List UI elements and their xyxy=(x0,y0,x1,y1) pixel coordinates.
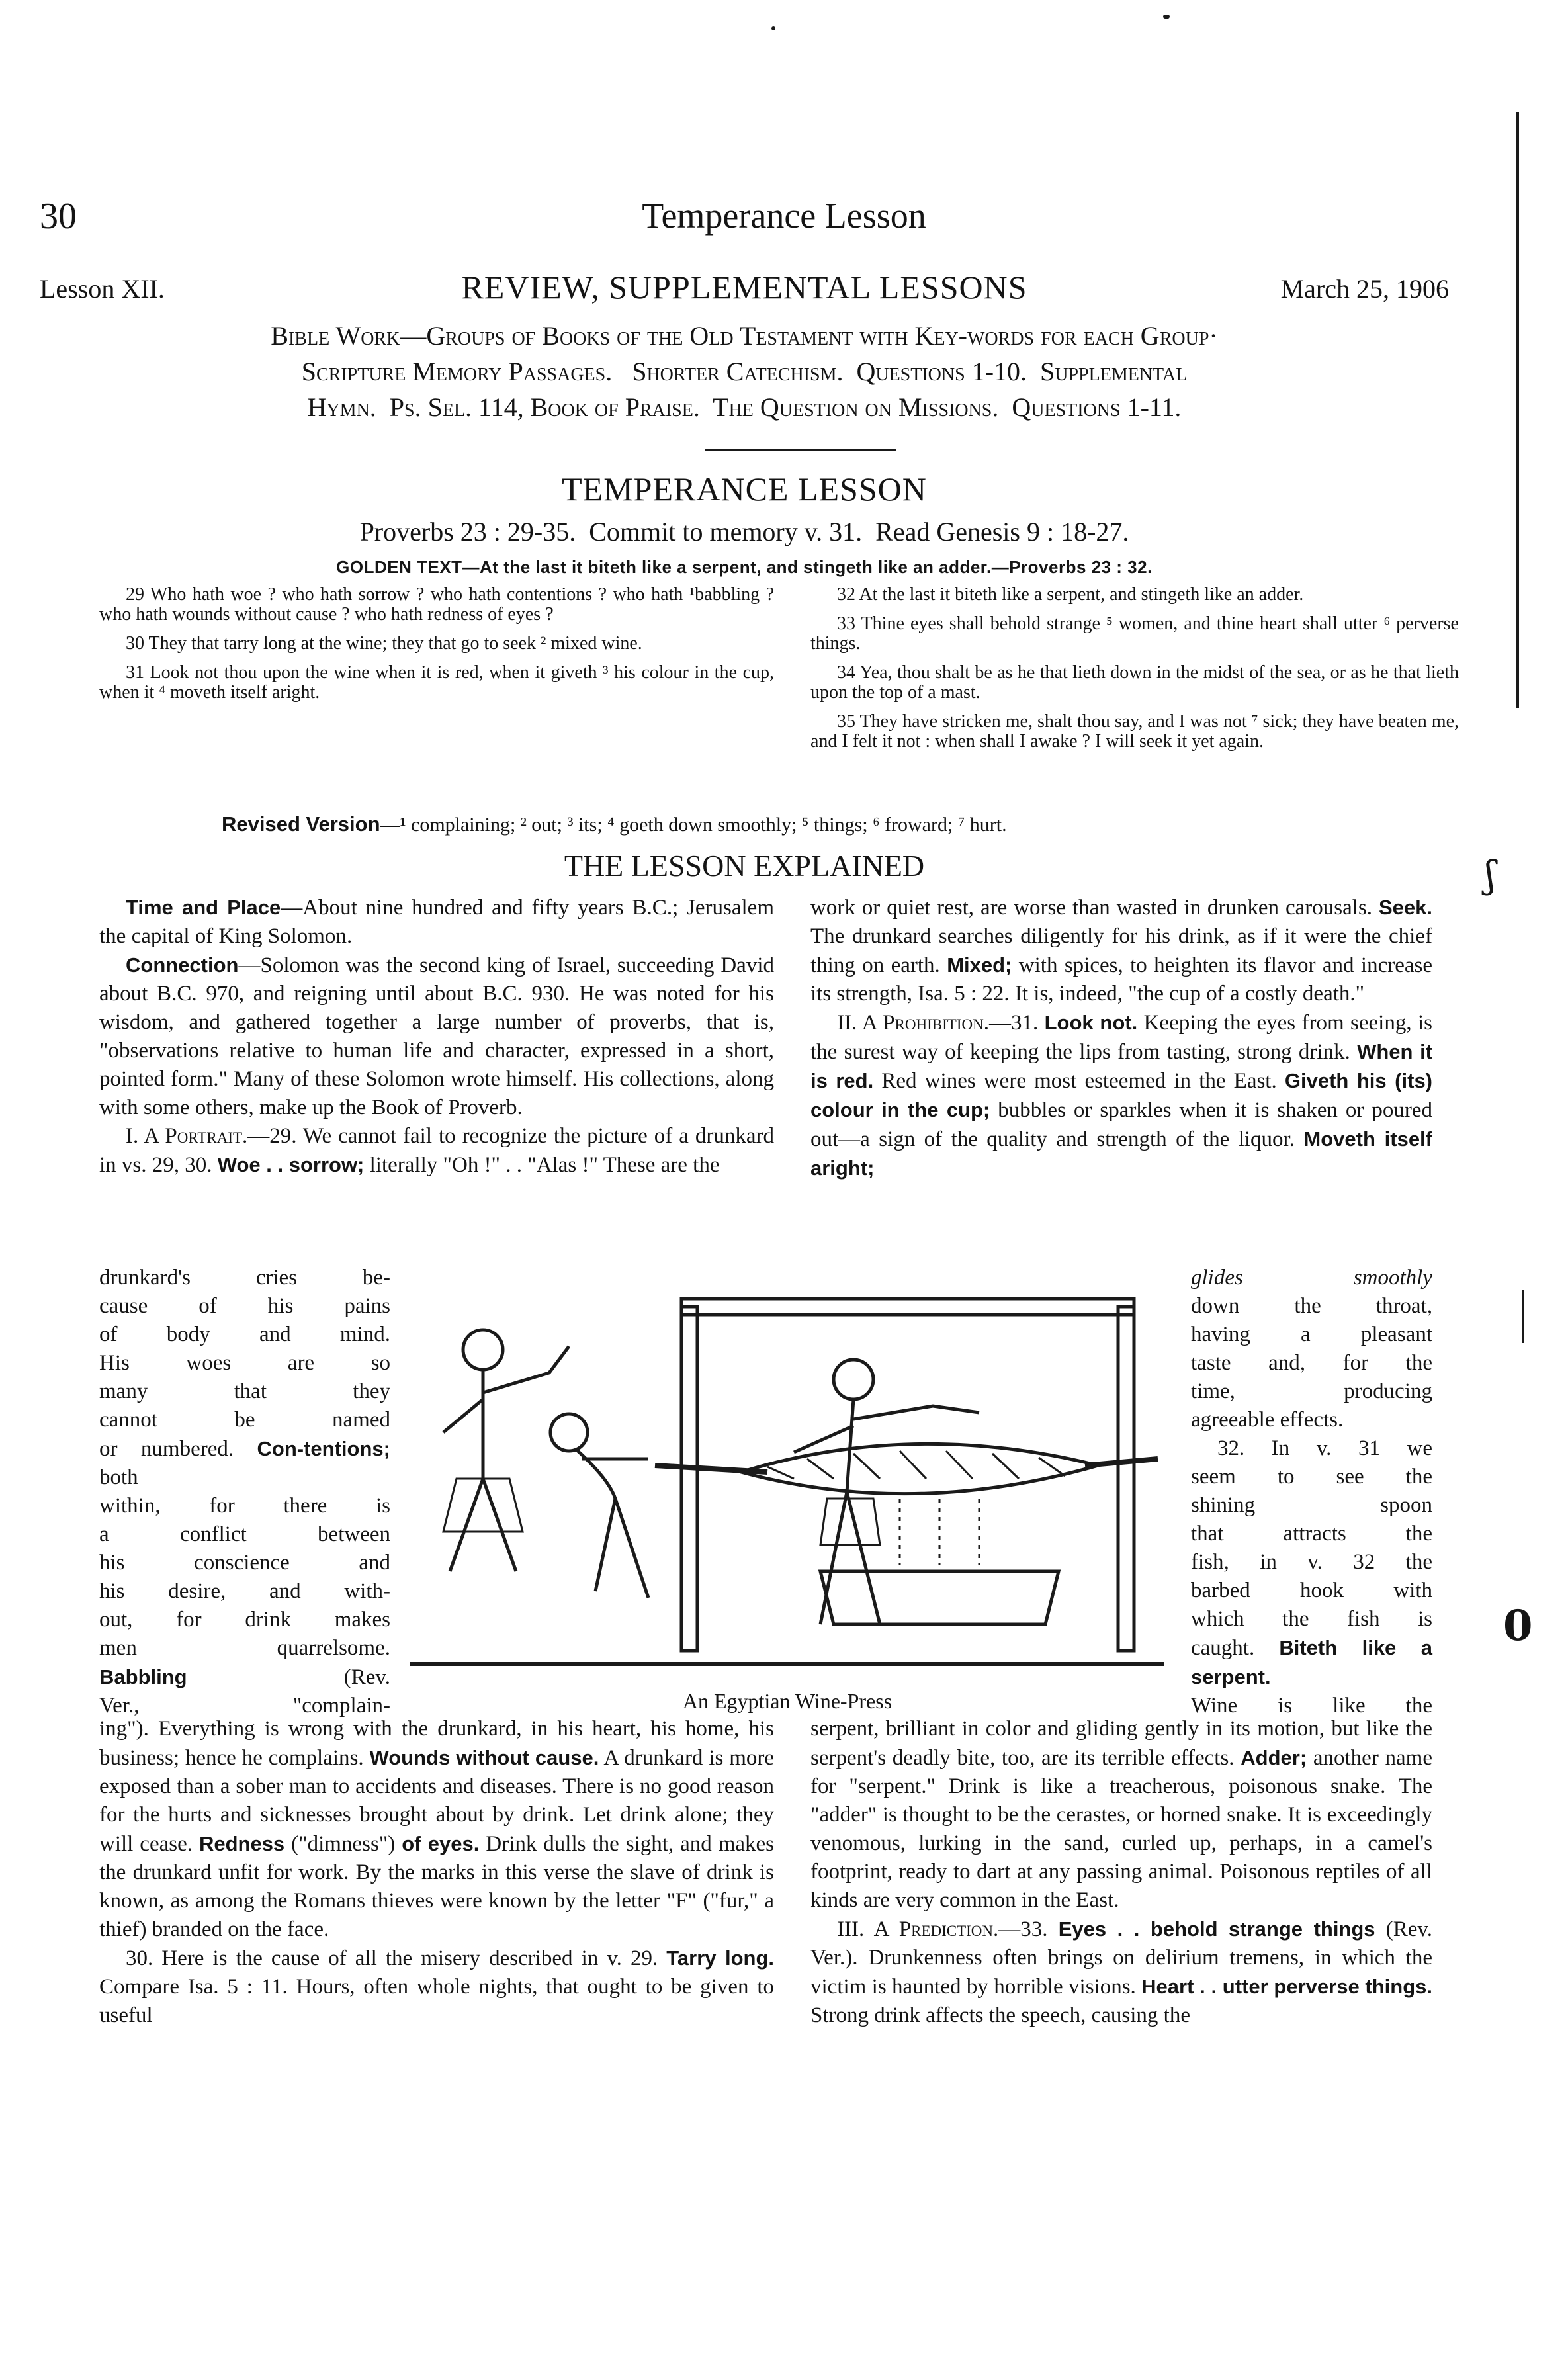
press-post-left xyxy=(681,1307,697,1651)
verse: 31 Look not thou upon the wine when it is red, when it giveth ³ his colour in the cup, when it ⁴ moveth itself aright. xyxy=(99,662,774,703)
assignments-line-1: Bible Work—Groups of Books of the Old Testament with Key-words for each Group· xyxy=(271,321,1218,351)
verse-30-notes: 30. Here is the cause of all the misery described in v. 29. Tarry long. Compare Isa. 5 : 11. Hours, often whole nights, that ought to be given to useful xyxy=(99,1946,774,2027)
lesson-header-row xyxy=(40,268,1449,314)
egyptian-wine-press-illustration xyxy=(397,1280,1178,1704)
serpent-notes: serpent, brilliant in color and gliding gently in its motion, but like the serpent's deadly bite, too, are its terrible effects. Adder; another name for "serpent." Drink is like a treacherous, poisonous snake. The "adder" is thought to be the cerastes, or horned snake. It is exceedingly venomous, lurking in the sand, curled up, perhaps, in a camel's footprint, ready to dart at any passing animal. Poisonous reptiles of all kinds are very common in the East. xyxy=(810,1717,1432,1912)
right-column-bottom xyxy=(810,1715,1432,2030)
revised-version-label: Revised Version xyxy=(222,812,380,836)
verse: 35 They have stricken me, shalt thou say, and I was not ⁷ sick; they have beaten me, and I felt it not : when shall I awake ? I will seek it yet again. xyxy=(810,711,1459,752)
golden-text: GOLDEN TEXT—At the last it biteth like a serpent, and stingeth like an adder.—Proverbs 23 : 32. xyxy=(336,557,1153,577)
page-number: 30 xyxy=(40,196,77,237)
temperance-title: TEMPERANCE LESSON xyxy=(562,470,927,507)
scan-border-line xyxy=(1522,1290,1524,1343)
section-rule xyxy=(705,449,896,451)
verses-left xyxy=(99,585,774,712)
left-column-wrap: drunkard's cries be- cause of his pains of body and mind. His woes are so many that they cannot be named or numbered. Con-tentions; both within, for there is a conflict between his conscience and his desire, and with- out, for drink makes men quarrelsome. Babbling (Rev. Ver., "complain- xyxy=(99,1266,390,1718)
verse: 32 At the last it biteth like a serpent, and stingeth like an adder. xyxy=(837,584,1304,605)
margin-mark: ʃ xyxy=(1485,853,1496,896)
prediction: III. A Prediction.—33. Eyes . . behold strange things (Rev. Ver.). Drunkenness often brings on delirium tremens, in which the victim is haunted by horrible visions. Heart . . utter perverse things. Strong drink affects the speech, causing the xyxy=(810,1917,1432,2027)
revised-version-text: —¹ complaining; ² out; ³ its; ⁴ goeth down smoothly; ⁵ things; ⁶ froward; ⁷ hurt. xyxy=(380,814,1007,836)
verse: 29 Who hath woe ? who hath sorrow ? who hath contentions ? who hath ¹babbling ? who hath wounds without cause ? who hath redness of eyes ? xyxy=(99,584,774,625)
verses-right xyxy=(810,585,1459,761)
left-column-top xyxy=(99,893,774,1180)
prohibition: II. A Prohibition.—31. Look not. Keeping the eyes from seeing, is the surest way of keeping the lips from tasting, strong drink. When it is red. Red wines were most esteemed in the East. Giveth his (its) colour in the cup; bubbles or sparkles when it is shaken or poured out—a sign of the quality and strength of the liquor. Moveth itself aright; xyxy=(810,1011,1433,1180)
lesson-number: Lesson XII. xyxy=(40,274,165,304)
time-place: Time and Place—About nine hundred and fifty years B.C.; Jerusalem the capital of King Solomon. xyxy=(99,896,774,948)
verse: 30 They that tarry long at the wine; they that go to seek ² mixed wine. xyxy=(126,633,642,654)
verse: 34 Yea, thou shalt be as he that lieth down in the midst of the sea, or as he that lieth upon the top of a mast. xyxy=(810,662,1459,703)
scripture-reading: Proverbs 23 : 29-35. Commit to memory v. 31. Read Genesis 9 : 18-27. xyxy=(359,517,1129,546)
wine-press-drawing xyxy=(397,1280,1178,1690)
verse: 33 Thine eyes shall behold strange ⁵ women, and thine heart shall utter ⁶ perverse things. xyxy=(810,613,1459,654)
scan-speck xyxy=(1163,15,1170,19)
seek-notes: work or quiet rest, are worse than wasted in drunken carousals. Seek. The drunkard searches diligently for his drink, as if it were the chief thing on earth. Mixed; with spices, to heighten its flavor and increase its strength, Isa. 5 : 22. It is, indeed, "the cup of a costly death." xyxy=(810,896,1433,1006)
right-column-top xyxy=(810,893,1432,1183)
running-head: Temperance Lesson xyxy=(642,196,926,236)
babbling-cont: ing"). Everything is wrong with the drunkard, in his heart, his home, his business; hence he complains. Wounds without cause. A drunkard is more exposed than a sober man to accidents and diseases. There is no good reason for the hurts and sicknesses brought about by drink. Let drink alone; they will cease. Redness ("dimness") of eyes. Drink dulls the sight, and makes the drunkard unfit for work. By the marks in this verse the slave of drink is known, as among the Romans thieves were known by the letter "F" ("fur," a thief) branded on the face. xyxy=(99,1717,775,1941)
left-column-bottom xyxy=(99,1715,774,2030)
revised-version-line xyxy=(222,812,1007,836)
lesson-date: March 25, 1906 xyxy=(1280,274,1449,304)
press-post-right xyxy=(1118,1307,1134,1651)
scan-speck xyxy=(771,26,775,30)
right-column-wrap: glides smoothly down the throat, having a pleasant taste and, for the time, producing agreeable effects. 32. In v. 31 we seem to see the shining spoon that attracts the fish, in v. 32 the barbed hook with which the fish is caught. Biteth like a serpent. Wine is like the xyxy=(1191,1266,1432,1718)
margin-mark: 0 xyxy=(1503,1601,1533,1651)
explained-title: THE LESSON EXPLAINED xyxy=(564,849,925,883)
figure-caption: An Egyptian Wine-Press xyxy=(682,1689,893,1713)
assignments-line-2: Scripture Memory Passages. Shorter Catechism. Questions 1-10. Supplemental xyxy=(301,357,1188,386)
press-beam xyxy=(681,1299,1134,1315)
assignments-line-3: Hymn. Ps. Sel. 114, Book of Praise. The Question on Missions. Questions 1-11. xyxy=(307,392,1182,422)
portrait: I. A Portrait.—29. We cannot fail to recognize the picture of a drunkard in vs. 29, 30. Woe . . sorrow; literally "Oh !" . . "Alas !" These are the xyxy=(99,1124,775,1177)
lesson-title: REVIEW, SUPPLEMENTAL LESSONS xyxy=(461,269,1027,306)
connection: Connection—Solomon was the second king of Israel, succeeding David about B.C. 970, and reigning until about B.C. 930. He was noted for his wisdom, and gathered together a large number of proverbs, that is, "observations relative to human life and character, expressed in a short, pointed form." Many of these Solomon wrote himself. His collections, along with some others, make up the Book of Proverb. xyxy=(99,953,774,1119)
